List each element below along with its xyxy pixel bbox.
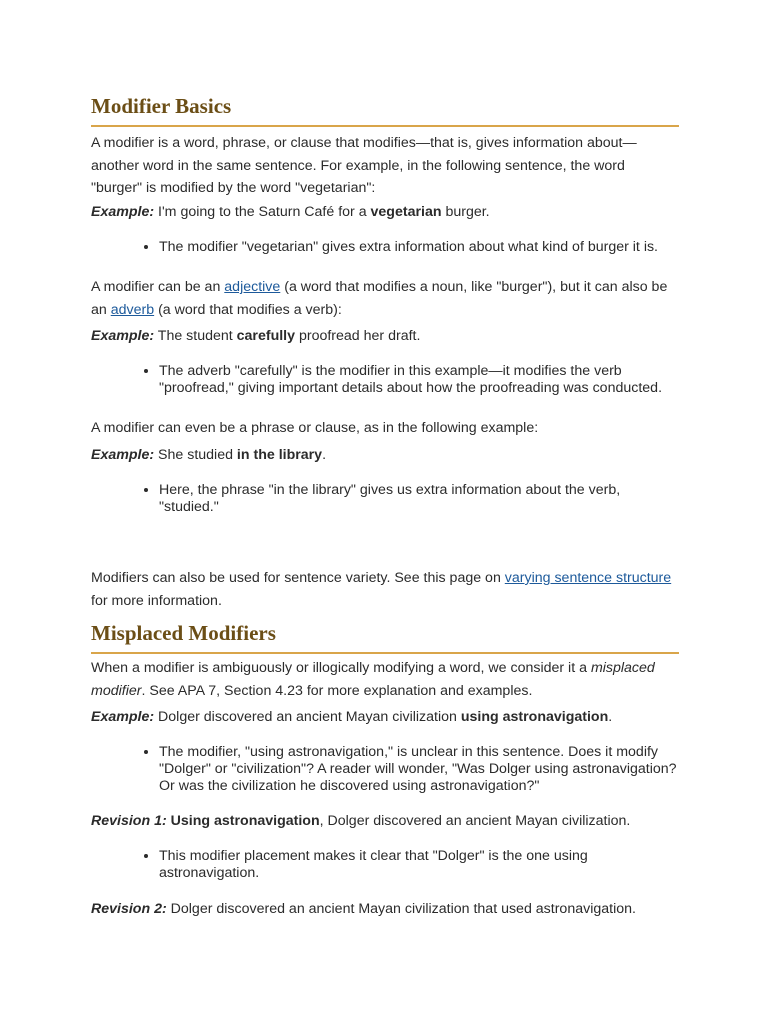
phrase-paragraph: A modifier can even be a phrase or clause, as in the following example: [91, 420, 539, 436]
revision-1: Revision 1: Using astronavigation, Dolger discovered an ancient Mayan civilization. [91, 813, 631, 829]
list-item: • Here, the phrase "in the library" gives us extra information about the verb, "studied." [159, 482, 679, 516]
bullet-list [91, 848, 679, 882]
list-item: • This modifier placement makes it clear that "Dolger" is the one using astronavigation. [159, 848, 679, 882]
revision-2: Revision 2: Dolger discovered an ancient Mayan civilization that used astronavigation. [91, 901, 636, 917]
list-item: • The adverb "carefully" is the modifier in this example—it modifies the verb "proofread," giving important details about how the proofreading was conducted. [159, 363, 679, 397]
misplaced-intro-paragraph: When a modifier is ambiguously or illogically modifying a word, we consider it a misplaced modifier. See APA 7, Section 4.23 for more explanation and examples. [91, 660, 655, 699]
bullet-list [91, 363, 679, 397]
adverb-link[interactable]: adverb [110, 301, 155, 318]
intro-paragraph: A modifier is a word, phrase, or clause that modifies—that is, gives information about—another word in the same sentence. For example, in the following sentence, the word "burger" is modified by the word "vegetarian": [91, 135, 637, 196]
example-astronavigation: Example: Dolger discovered an ancient Mayan civilization using astronavigation. [91, 709, 613, 725]
adjective-adverb-paragraph: A modifier can be an adjective (a word that modifies a noun, like "burger"), but it can also be an adverb (a word that modifies a verb): [91, 279, 668, 318]
list-item: • The modifier "vegetarian" gives extra information about what kind of burger it is. [159, 239, 679, 256]
varying-sentence-structure-link[interactable]: varying sentence structure [504, 570, 672, 586]
example-library: Example: She studied in the library. [91, 447, 327, 463]
bullet-list [91, 744, 679, 795]
bullet-list [91, 239, 679, 256]
sentence-variety-paragraph: Modifiers can also be used for sentence variety. See this page on varying sentence structure for more information. [91, 570, 672, 609]
bullet-list [91, 482, 679, 516]
heading-modifier-basics: Modifier Basics [91, 94, 679, 127]
example-carefully: Example: The student carefully proofread her draft. [91, 328, 421, 344]
list-item: • The modifier, "using astronavigation," is unclear in this sentence. Does it modify "Dolger" or "civilization"? A reader will wonder, "Was Dolger using astronavigation? Or was the civilization he discovered using astronavigation?" [159, 744, 679, 795]
example-vegetarian: Example: I'm going to the Saturn Café for a vegetarian burger. [91, 204, 490, 220]
adjective-link[interactable]: adjective [224, 279, 281, 295]
heading-misplaced-modifiers: Misplaced Modifiers [91, 621, 679, 654]
